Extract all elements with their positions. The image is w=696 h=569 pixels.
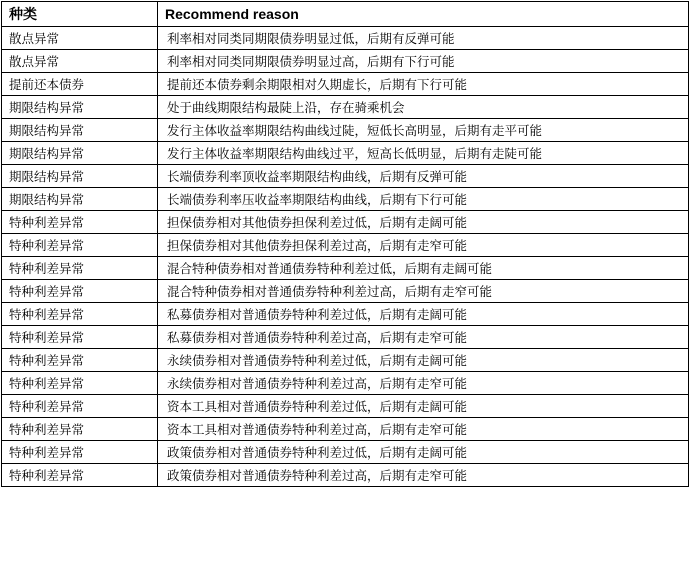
category-cell: 特种利差异常 bbox=[2, 464, 158, 487]
reason-cell: 政策债券相对普通债券特种利差过低，后期有走阔可能 bbox=[158, 441, 689, 464]
reason-cell: 永续债券相对普通债券特种利差过低，后期有走阔可能 bbox=[158, 349, 689, 372]
category-cell: 期限结构异常 bbox=[2, 96, 158, 119]
category-cell: 特种利差异常 bbox=[2, 326, 158, 349]
reason-cell: 担保债券相对其他债券担保利差过高，后期有走窄可能 bbox=[158, 234, 689, 257]
reason-cell: 永续债券相对普通债券特种利差过高，后期有走窄可能 bbox=[158, 372, 689, 395]
table-row bbox=[2, 27, 689, 50]
reason-cell: 长端债券利率顶收益率期限结构曲线，后期有反弹可能 bbox=[158, 165, 689, 188]
table-row bbox=[2, 211, 689, 234]
reason-cell: 政策债券相对普通债券特种利差过高，后期有走窄可能 bbox=[158, 464, 689, 487]
reason-cell: 利率相对同类同期限债券明显过低，后期有反弹可能 bbox=[158, 27, 689, 50]
table-row bbox=[2, 234, 689, 257]
table-row bbox=[2, 50, 689, 73]
reason-cell: 发行主体收益率期限结构曲线过平，短高长低明显，后期有走陡可能 bbox=[158, 142, 689, 165]
reason-cell: 提前还本债券剩余期限相对久期虚长，后期有下行可能 bbox=[158, 73, 689, 96]
reason-cell: 混合特种债券相对普通债券特种利差过高，后期有走窄可能 bbox=[158, 280, 689, 303]
table-row bbox=[2, 142, 689, 165]
category-cell: 特种利差异常 bbox=[2, 280, 158, 303]
table-row bbox=[2, 326, 689, 349]
table-body bbox=[2, 27, 689, 487]
category-cell: 特种利差异常 bbox=[2, 418, 158, 441]
reason-cell: 担保债券相对其他债券担保利差过低，后期有走阔可能 bbox=[158, 211, 689, 234]
header-row bbox=[2, 2, 689, 27]
category-cell: 特种利差异常 bbox=[2, 257, 158, 280]
table-row bbox=[2, 303, 689, 326]
category-cell: 散点异常 bbox=[2, 27, 158, 50]
reason-cell: 私募债券相对普通债券特种利差过低，后期有走阔可能 bbox=[158, 303, 689, 326]
table-row bbox=[2, 349, 689, 372]
reason-cell: 私募债券相对普通债券特种利差过高，后期有走窄可能 bbox=[158, 326, 689, 349]
reason-cell: 资本工具相对普通债券特种利差过高，后期有走窄可能 bbox=[158, 418, 689, 441]
reason-cell: 资本工具相对普通债券特种利差过低，后期有走阔可能 bbox=[158, 395, 689, 418]
table-row bbox=[2, 96, 689, 119]
category-cell: 特种利差异常 bbox=[2, 234, 158, 257]
category-cell: 提前还本债券 bbox=[2, 73, 158, 96]
reason-cell: 处于曲线期限结构最陡上沿，存在骑乘机会 bbox=[158, 96, 689, 119]
table-row bbox=[2, 280, 689, 303]
table-header bbox=[2, 2, 689, 27]
header-category: 种类 bbox=[2, 2, 158, 27]
table-row bbox=[2, 418, 689, 441]
recommend-reason-table bbox=[1, 1, 689, 487]
table-row bbox=[2, 188, 689, 211]
reason-cell: 混合特种债券相对普通债券特种利差过低，后期有走阔可能 bbox=[158, 257, 689, 280]
reason-cell: 发行主体收益率期限结构曲线过陡，短低长高明显，后期有走平可能 bbox=[158, 119, 689, 142]
table-row bbox=[2, 165, 689, 188]
category-cell: 特种利差异常 bbox=[2, 349, 158, 372]
reason-cell: 长端债券利率压收益率期限结构曲线，后期有下行可能 bbox=[158, 188, 689, 211]
table-row bbox=[2, 395, 689, 418]
category-cell: 特种利差异常 bbox=[2, 395, 158, 418]
category-cell: 特种利差异常 bbox=[2, 441, 158, 464]
category-cell: 期限结构异常 bbox=[2, 142, 158, 165]
table-row bbox=[2, 372, 689, 395]
category-cell: 期限结构异常 bbox=[2, 188, 158, 211]
category-cell: 特种利差异常 bbox=[2, 372, 158, 395]
table-row bbox=[2, 257, 689, 280]
table-row bbox=[2, 73, 689, 96]
table-row bbox=[2, 441, 689, 464]
category-cell: 特种利差异常 bbox=[2, 211, 158, 234]
table-row bbox=[2, 119, 689, 142]
reason-cell: 利率相对同类同期限债券明显过高，后期有下行可能 bbox=[158, 50, 689, 73]
category-cell: 期限结构异常 bbox=[2, 165, 158, 188]
header-recommend-reason: Recommend reason bbox=[158, 2, 689, 27]
table-row bbox=[2, 464, 689, 487]
category-cell: 特种利差异常 bbox=[2, 303, 158, 326]
category-cell: 散点异常 bbox=[2, 50, 158, 73]
category-cell: 期限结构异常 bbox=[2, 119, 158, 142]
